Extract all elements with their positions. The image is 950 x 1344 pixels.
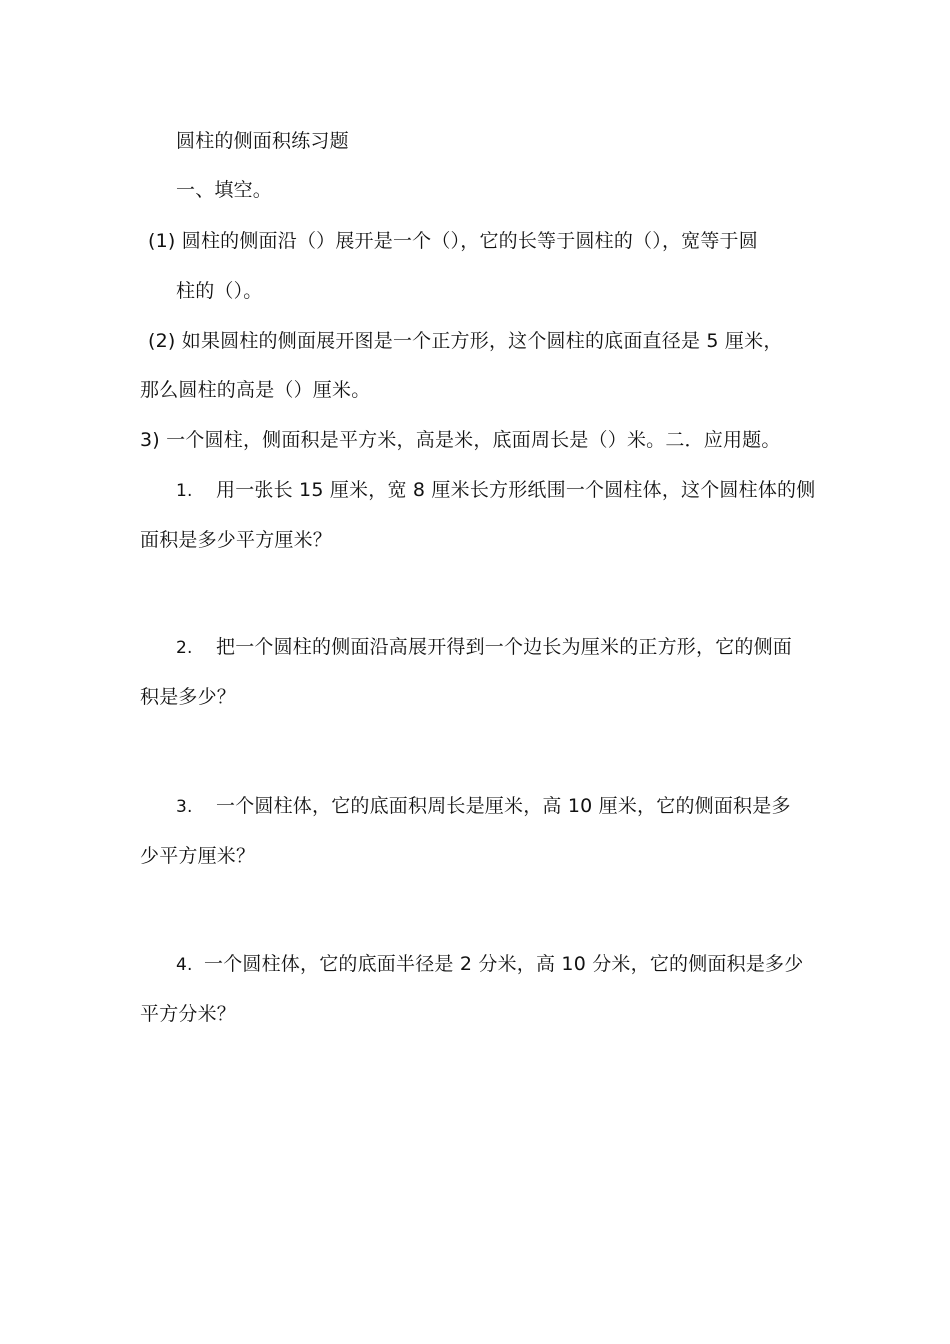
applied-question-2-line-2: 积是多少？ [140, 686, 237, 708]
applied-question-3-line-2: 少平方厘米？ [140, 845, 256, 867]
document-title: 圆柱的侧面积练习题 [176, 130, 349, 152]
applied-question-1-line-2: 面积是多少平方厘米？ [140, 529, 333, 551]
section-heading-fill-in: 一、填空。 [176, 179, 273, 201]
applied-question-1-number: 1. [176, 481, 193, 501]
question-2-line-1: (2) 如果圆柱的侧面展开图是一个正方形，这个圆柱的底面直径是 5 厘米， [148, 330, 783, 352]
applied-question-4-line-2: 平方分米？ [140, 1003, 237, 1025]
applied-question-2-text-1: 把一个圆柱的侧面沿高展开得到一个边长为厘米的正方形，它的侧面 [216, 636, 793, 658]
question-1-line-2: 柱的（）。 [176, 280, 263, 302]
applied-question-1-text-1: 用一张长 15 厘米，宽 8 厘米长方形纸围一个圆柱体，这个圆柱体的侧 [216, 479, 816, 501]
applied-question-3-number: 3. [176, 797, 193, 817]
applied-question-3-text-1: 一个圆柱体，它的底面积周长是厘米，高 10 厘米，它的侧面积是多 [216, 795, 791, 817]
applied-question-2-line-1 [176, 635, 792, 660]
applied-question-1-line-1 [176, 478, 815, 503]
applied-question-4-line-1 [176, 952, 803, 977]
question-1-line-1: (1) 圆柱的侧面沿（）展开是一个（），它的长等于圆柱的（），宽等于圆 [148, 230, 758, 252]
question-3-line-1: 3) 一个圆柱，侧面积是平方米，高是米，底面周长是（）米。二．应用题。 [140, 429, 781, 451]
question-2-line-2: 那么圆柱的高是（）厘米。 [140, 379, 371, 401]
applied-question-2-number: 2. [176, 638, 193, 658]
applied-question-4-number: 4. [176, 955, 193, 975]
applied-question-4-text-1: 一个圆柱体，它的底面半径是 2 分米，高 10 分米，它的侧面积是多少 [204, 953, 804, 975]
applied-question-3-line-1 [176, 794, 791, 819]
